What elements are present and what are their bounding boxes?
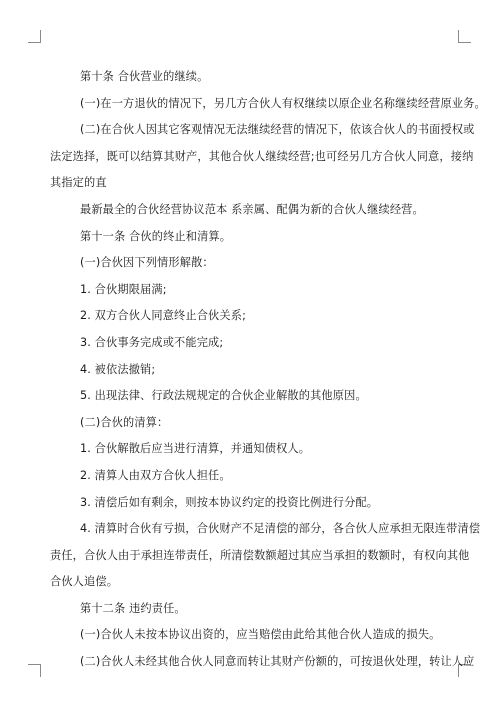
article-10-heading: 第十条 合伙营业的继续。 bbox=[80, 70, 209, 83]
paragraph-line: (一)在一方退伙的情况下，另几方合伙人有权继续以原企业名称继续经营原业务。 bbox=[80, 96, 486, 110]
crop-mark-bottom-left bbox=[28, 664, 41, 677]
paragraph-line: 合伙人追偿。 bbox=[50, 575, 119, 589]
list-item: 5. 出现法律、行政法规规定的合伙企业解散的其他原因。 bbox=[80, 389, 367, 403]
article-12-heading: 第十二条 违约责任。 bbox=[80, 601, 186, 615]
list-item: 4. 清算时合伙有亏损，合伙财产不足清偿的部分，各合伙人应承担无限连带清偿 bbox=[80, 522, 481, 536]
crop-mark-top-right bbox=[458, 30, 471, 43]
paragraph-line: 最新最全的合伙经营协议范本 系亲属、配偶为新的合伙人继续经营。 bbox=[80, 202, 424, 216]
paragraph-line: (一)合伙因下列情形解散： bbox=[80, 256, 214, 270]
list-item: 2. 双方合伙人同意终止合伙关系; bbox=[80, 309, 246, 323]
list-item: 4. 被依法撤销; bbox=[80, 362, 156, 376]
paragraph-line: 责任，合伙人由于承担连带责任，所清偿数额超过其应当承担的数额时，有权向其他 bbox=[50, 548, 470, 562]
crop-mark-top-left bbox=[28, 30, 41, 43]
list-item: 2. 清算人由双方合伙人担任。 bbox=[80, 468, 231, 482]
paragraph-line: 法定选择，既可以结算其财产，其他合伙人继续经营;也可经另几方合伙人同意，接纳 bbox=[50, 149, 474, 163]
list-item: 1. 合伙期限届满; bbox=[80, 282, 167, 296]
paragraph-line: (一)合伙人未按本协议出资的，应当赔偿由此给其他合伙人造成的损失。 bbox=[80, 628, 441, 642]
list-item: 3. 合伙事务完成或不能完成; bbox=[80, 335, 224, 349]
document-body bbox=[50, 64, 486, 676]
paragraph-line: 其指定的直 bbox=[50, 176, 107, 190]
list-item: 1. 合伙解散后应当进行清算，并通知债权人。 bbox=[80, 442, 311, 456]
paragraph-line: (二)合伙人未经其他合伙人同意而转让其财产份额的，可按退伙处理，转让人应 bbox=[80, 655, 475, 669]
paragraph-line: (二)在合伙人因其它客观情况无法继续经营的情况下，依该合伙人的书面授权或 bbox=[80, 123, 475, 137]
article-11-heading: 第十一条 合伙的终止和清算。 bbox=[80, 229, 232, 243]
list-item: 3. 清偿后如有剩余，则按本协议约定的投资比例进行分配。 bbox=[80, 495, 379, 509]
paragraph-line: (二)合伙的清算： bbox=[80, 415, 169, 429]
